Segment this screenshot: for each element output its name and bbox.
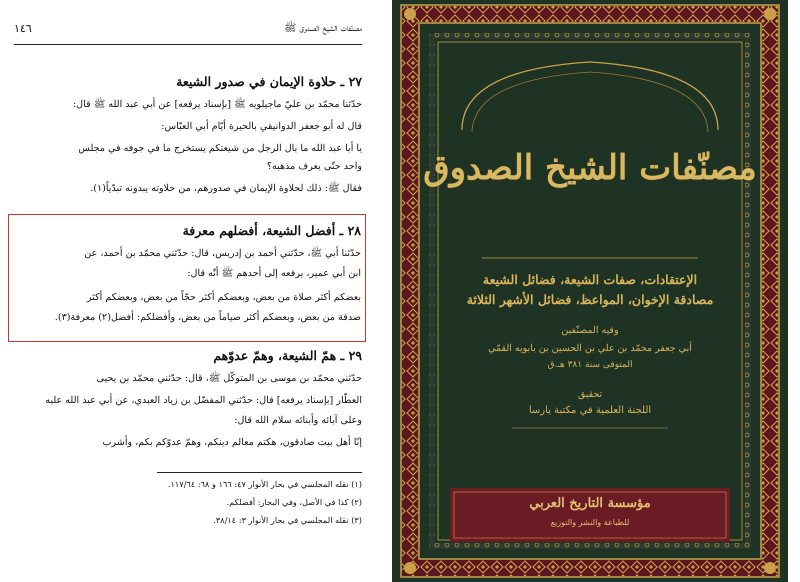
section-28-line: بعضكم أكثر صلاة من بعض، وبعضكم أكثر حجّاً من بعض، وبعضكم أكثر <box>86 292 361 303</box>
section-27-line: قال له أبو جعفر الدوانيقي بالحيرة أيّام أبي العبّاس: <box>161 121 362 132</box>
cover-subtitle-line: الإعتقادات، صفات الشيعة، فضائل الشيعة <box>482 272 698 287</box>
section-29-line: إنّا أهل بيت صادقون، هكتم معالم دينكم، وهمّ عدوّكم بكم، وأشرب <box>102 437 362 448</box>
cover-title: مصنّفات الشيخ الصدوق <box>423 148 757 188</box>
header-divider <box>14 44 362 45</box>
editor-name: اللجنة العلمية في مكتبة يارسا <box>528 405 652 416</box>
cover-subtitle-line: مصادقة الإخوان، المواعظ، فضائل الأشهر الثلاثة <box>466 292 714 307</box>
section-28 <box>15 215 361 341</box>
footnotes <box>14 478 362 538</box>
section-28-line: حدّثنا أبي ﷺ، حدّثني أحمد بن إدريس، قال: حدّثني محمّد بن أحمد، عن <box>84 248 361 259</box>
section-29-line: العطّار [بإسناد يرفعه] قال: حدّثني المفضّل بن زياد العبدي، عن أبي عبد الله عليه <box>45 395 362 406</box>
footnote: (٣) نقله المجلسي في بحار الأنوار ٣: ٣٨/١٤. <box>213 515 362 525</box>
footnote: (٢) كذا في الأصل، وفي البحار: أفضلكم. <box>226 497 362 507</box>
author-name: أبي جعفر محمّد بن علي بن الحسين بن بابويه القمّي <box>488 343 692 354</box>
publisher-subtitle: للطباعة والنشر والتوزيع <box>550 518 630 527</box>
section-27-line: حدّثنا محمّد بن عليّ ماجيلويه ﷺ [بإسناد يرفعه] عن أبي عبد الله ﷺ قال: <box>72 99 362 110</box>
book-page <box>0 0 380 582</box>
section-27-line: فقال ﷺ: ذلك لحلاوة الإيمان في صدورهم، من حلاوته يبدونه تبدّياً(١). <box>90 183 362 194</box>
highlight-box <box>8 214 366 342</box>
section-28-line: ابن أبي عمير، يرفعه إلى أحدهم ﷺ أنّه قال: <box>187 268 361 279</box>
section-27 <box>14 74 362 204</box>
section-28-line: صدقة من بعض، وبعضكم أكثر صياماً من بعض، وأفضلكم: أفضل(٢) معرفة(٣). <box>54 312 361 323</box>
author-intro: وفيه المصنّفين <box>561 325 619 336</box>
page-header <box>14 22 362 42</box>
author-death: المتوفى سنة ٣٨١ هـ.ق <box>547 360 633 370</box>
section-28-heading: ٢٨ ـ أفضل الشيعة، أفضلهم معرفة <box>182 223 361 238</box>
footnote: (١) نقله المجلسي في بحار الأنوار ٤٧: ١٦٦ و ٦٨: ١١٧/٦٤. <box>167 479 362 489</box>
section-27-line: واحد حتّى يعرف مذهبه؟ <box>266 161 362 172</box>
cover-artwork <box>392 0 788 582</box>
book-cover <box>392 0 788 582</box>
section-29-line: وعلى آبائه وأبنائه سلام الله قال: <box>234 415 362 426</box>
section-27-line: يا أبا عبد الله ما بال الرجل من شيعتكم يستخرج ما في جوفه في مجلس <box>78 143 362 154</box>
publisher-name: مؤسسة التاريخ العربي <box>529 496 651 511</box>
section-29-heading: ٢٩ ـ همّ الشيعة، وهمّ عدوّهم <box>213 348 362 363</box>
section-29-line: حدّثني محمّد بن موسى بن المتوكّل ﷺ، قال: حدّثني محمّد بن يحيى <box>96 373 362 384</box>
section-27-heading: ٢٧ ـ حلاوة الإيمان في صدور الشيعة <box>176 74 362 89</box>
page-number: ١٤٦ <box>14 22 32 35</box>
editor-label: تحقيق <box>577 389 603 400</box>
footnote-divider <box>157 472 362 473</box>
running-title: مصنّفات الشيخ الصدوق ﷺ <box>284 23 362 34</box>
section-29 <box>14 348 362 463</box>
